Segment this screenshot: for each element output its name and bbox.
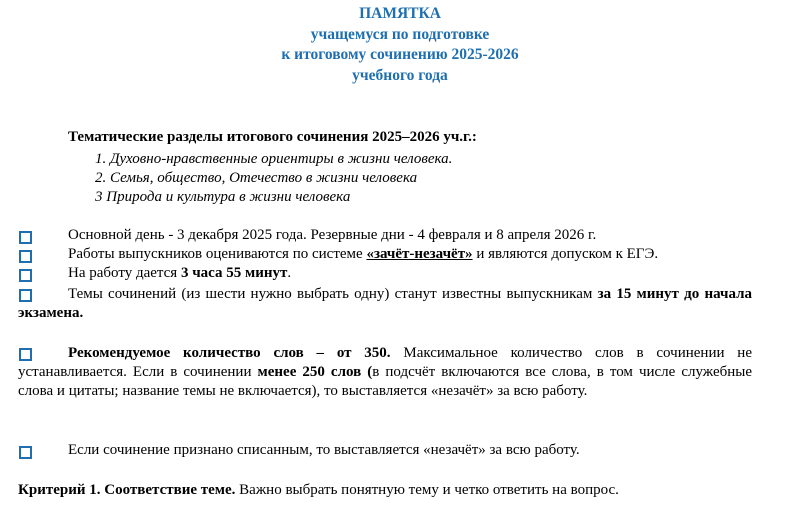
bullet-duration: [68, 265, 291, 282]
bullet-text: Темы сочинений (из шести нужно выбрать одну) станут известны выпускникам: [68, 286, 598, 302]
bullet-topics: [18, 285, 752, 323]
sections-heading: Тематические разделы итогового сочинения 2025–2026 уч.г.:: [68, 129, 477, 145]
bullet-text: Максимальное количество слов в сочинении не устанавливается. Если в сочинении: [18, 345, 752, 380]
bullet-bold-text: Рекомендуемое количество слов – от 350.: [68, 345, 391, 361]
bullet-bold-text: «зачёт-незачёт»: [366, 246, 473, 262]
theme-item: 3 Природа и культура в жизни человека: [95, 189, 351, 205]
title-line-1: ПАМЯТКА: [359, 5, 441, 22]
bullet-grading: [68, 246, 658, 263]
bullet-text: и являются допуском к ЕГЭ.: [472, 246, 659, 262]
document-title: [0, 4, 800, 86]
criterion-text: Важно выбрать понятную тему и четко ответить на вопрос.: [235, 482, 619, 498]
theme-item: 2. Семья, общество, Отечество в жизни человека: [95, 170, 418, 186]
bullet-plagiarism: Если сочинение признано списанным, то выставляется «незачёт» за всю работу.: [68, 442, 580, 458]
criterion-1: [18, 482, 619, 499]
bullet-bold-text: менее 250 слов (: [257, 364, 373, 380]
bullet-square-icon: [19, 250, 32, 263]
bullet-text: Работы выпускников оцениваются по системе: [68, 246, 367, 262]
theme-item: 1. Духовно-нравственные ориентиры в жизни человека.: [95, 151, 453, 167]
bullet-text: На работу дается: [68, 265, 181, 281]
criterion-title: Критерий 1. Соответствие теме.: [18, 482, 236, 498]
title-line-3: к итоговому сочинению 2025-2026: [281, 46, 519, 63]
title-line-4: учебного года: [352, 66, 448, 84]
bullet-square-icon: [19, 446, 32, 459]
bullet-text: в подсчёт включаются все слова, в том числе служебные слова и цитаты; название темы не включается), то выставляется «незачёт» за всю работу.: [18, 364, 753, 399]
bullet-square-icon: [19, 269, 32, 282]
bullet-bold-text: 3 часа 55 минут: [180, 265, 288, 281]
bullet-main-day: Основной день - 3 декабря 2025 года. Резервные дни - 4 февраля и 8 апреля 2026 г.: [68, 227, 597, 243]
bullet-bold-text: за 15 минут до начала экзамена.: [18, 286, 752, 321]
bullet-square-icon: [19, 231, 32, 244]
themes-list: [95, 150, 452, 207]
bullet-word-count: [18, 344, 752, 401]
title-line-2: учащемуся по подготовке: [310, 25, 490, 43]
bullet-text: .: [287, 265, 292, 281]
